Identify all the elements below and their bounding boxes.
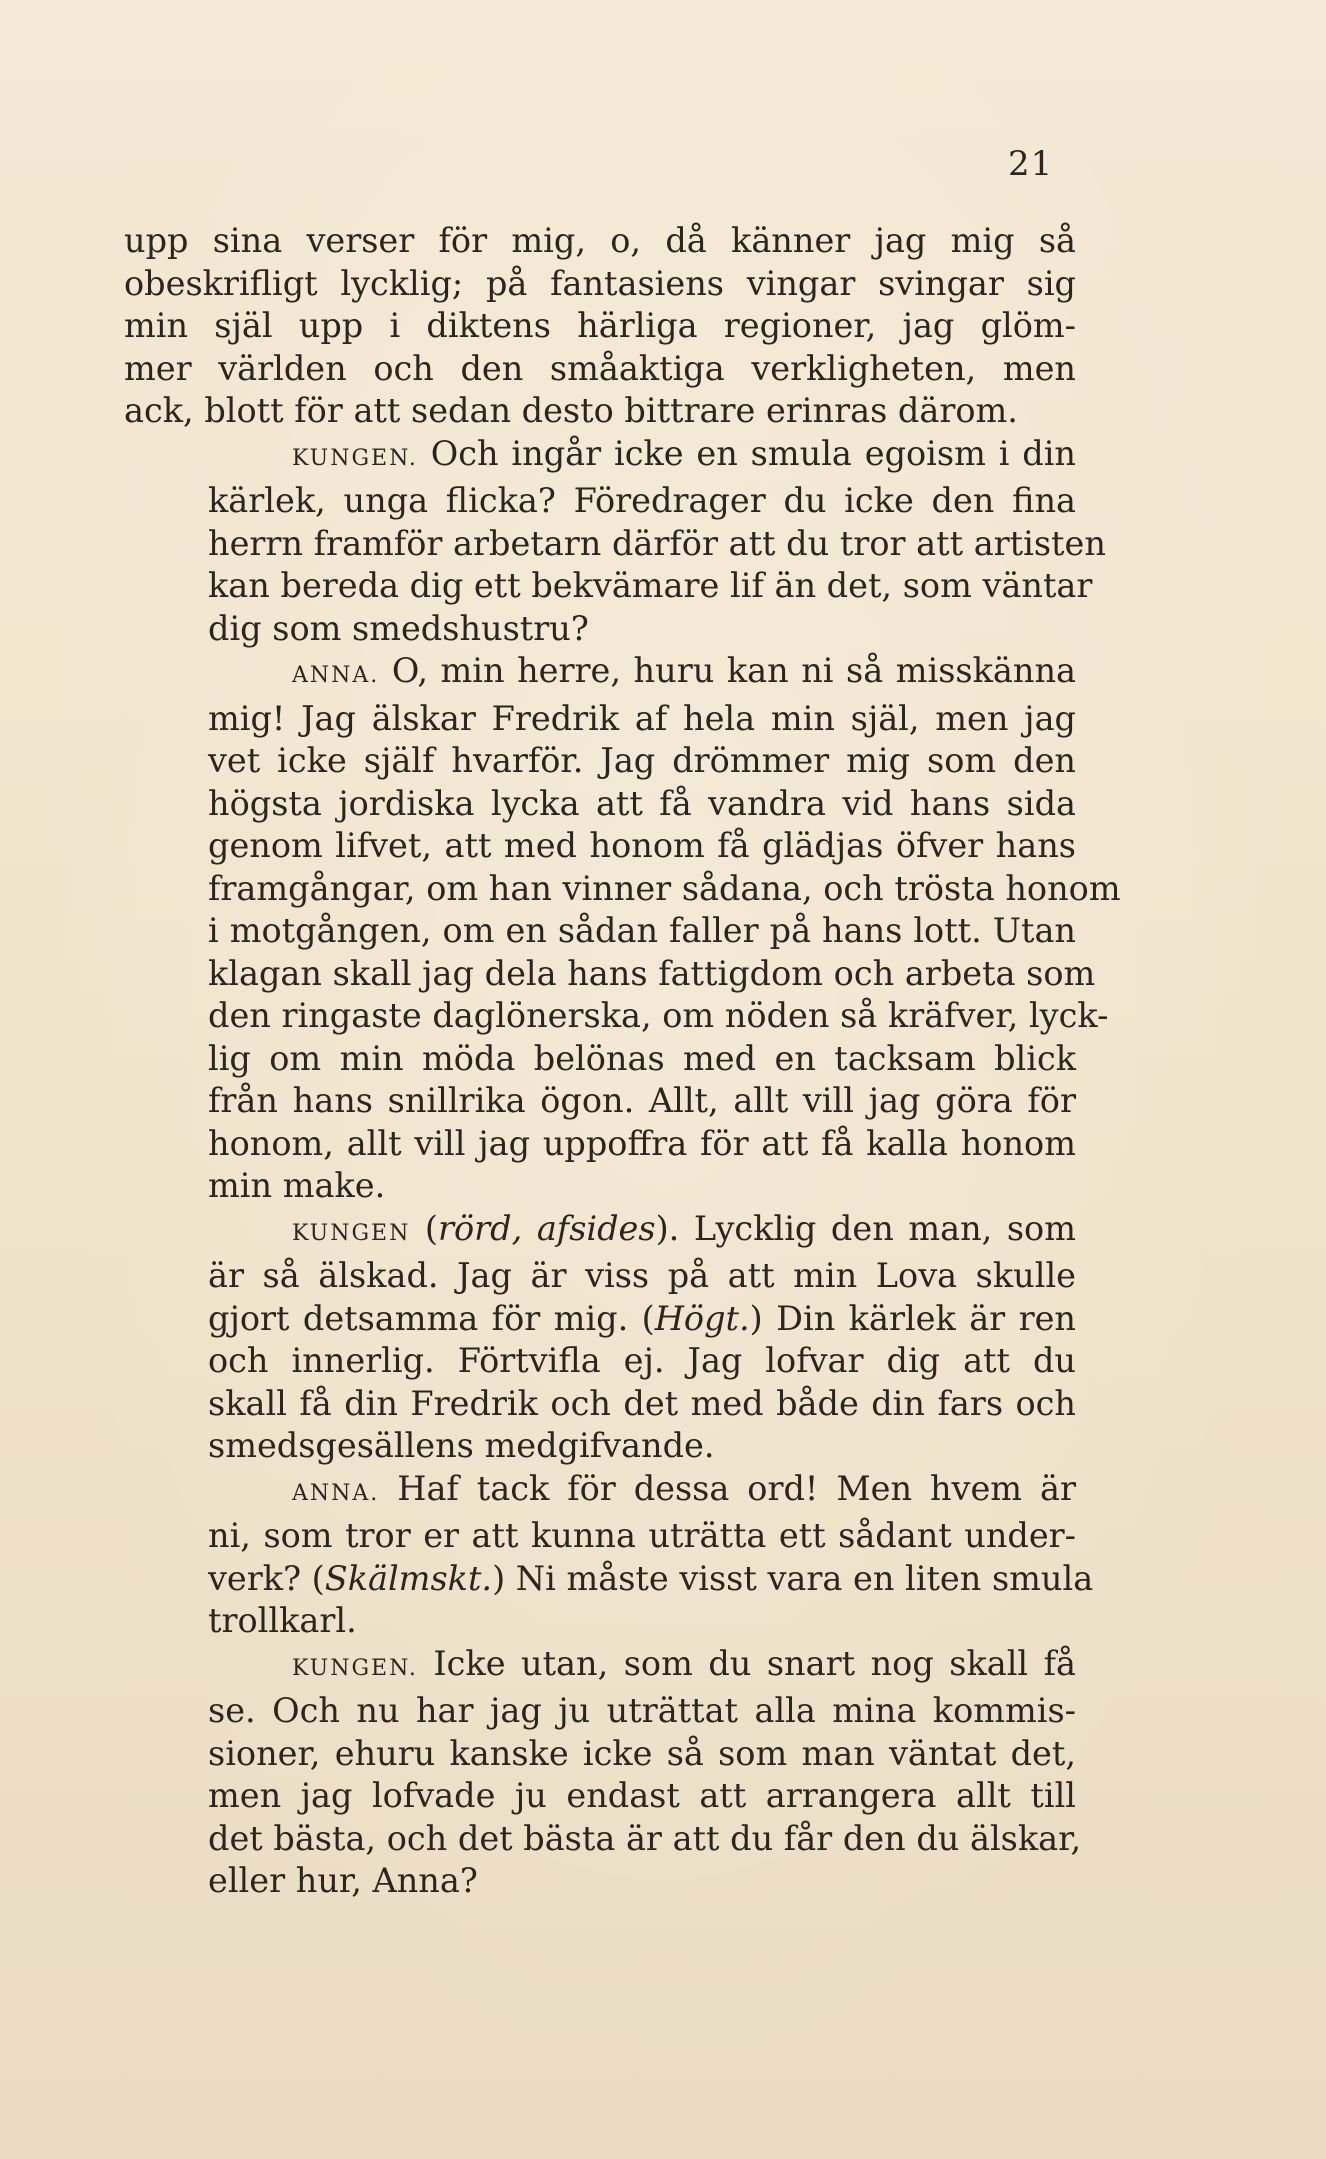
text-segment: den ringaste daglönerska, om nöden så kräfver, lyck- xyxy=(208,996,1109,1035)
text-segment: trollkarl. xyxy=(208,1601,357,1640)
text-line xyxy=(124,1468,1076,1516)
text-line xyxy=(124,910,1076,953)
text-segment: högsta jordiska lycka att få vandra vid hans sida xyxy=(208,783,1076,823)
text-line xyxy=(124,305,1076,348)
paragraph xyxy=(124,220,1076,433)
text-line xyxy=(124,698,1076,741)
body-text xyxy=(124,220,1121,1903)
text-line xyxy=(124,1340,1076,1383)
text-line xyxy=(124,1643,1076,1691)
text-line xyxy=(124,1600,1076,1643)
text-segment: ack, blott för att sedan desto bittrare erinras därom. xyxy=(124,391,1018,430)
text-segment: kan bereda dig ett bekvämare lif än det, som väntar xyxy=(208,566,1093,605)
text-segment: i motgången, om en sådan faller på hans lott. Utan xyxy=(208,911,1076,950)
text-segment: ) Din kärlek är ren xyxy=(749,1298,1076,1338)
speaker-name: KUNGEN xyxy=(292,1220,411,1246)
text-segment: men jag lofvade ju endast att arrangera allt till xyxy=(208,1776,1076,1815)
text-line xyxy=(124,1690,1076,1733)
text-segment: se. Och nu har jag ju uträttat alla mina kommis- xyxy=(208,1691,1076,1730)
paragraph xyxy=(124,1643,1082,1903)
text-line xyxy=(124,608,1076,651)
text-segment: mig! Jag älskar Fredrik af hela min själ, men jag xyxy=(208,698,1076,738)
text-segment: kärlek, unga flicka? Föredrager du icke den fina xyxy=(208,481,1076,520)
stage-direction: Skälmskt. xyxy=(324,1558,493,1598)
text-segment: genom lifvet, att med honom få glädjas öfver hans xyxy=(208,826,1076,865)
text-line xyxy=(124,783,1076,826)
text-line xyxy=(124,953,1096,996)
text-line xyxy=(124,995,1109,1038)
text-segment: O, min herre, huru kan ni så misskänna xyxy=(379,651,1076,690)
text-segment: eller hur, Anna? xyxy=(208,1861,478,1900)
text-segment: sioner, ehuru kanske icke så som man väntat det, xyxy=(208,1733,1076,1773)
text-line xyxy=(124,1860,1076,1903)
text-line xyxy=(124,1123,1076,1166)
text-segment: gjort detsamma för mig. ( xyxy=(208,1298,655,1338)
text-line xyxy=(124,1558,1094,1601)
stage-direction: rörd, afsides xyxy=(437,1208,656,1248)
speaker-name: KUNGEN. xyxy=(292,1655,418,1681)
text-segment: dig som smedshustru? xyxy=(208,608,589,648)
text-segment: min själ upp i diktens härliga regioner, jag glöm- xyxy=(124,306,1076,345)
text-segment: vet icke själf hvarför. Jag drömmer mig som den xyxy=(208,741,1076,780)
speaker-name: ANNA. xyxy=(292,1480,380,1506)
text-segment: är så älskad. Jag är viss på att min Lova skulle xyxy=(208,1256,1076,1295)
text-line xyxy=(124,1775,1076,1818)
text-segment: obeskrifligt lycklig; på fantasiens vingar svingar sig xyxy=(124,263,1076,303)
text-segment: Haf tack för dessa ord! Men hvem är xyxy=(379,1468,1076,1508)
text-segment: ). Lycklig den man, som xyxy=(655,1208,1076,1248)
text-line xyxy=(124,1165,1076,1208)
text-line xyxy=(124,1038,1076,1081)
text-segment: mer världen och den småaktiga verkligheten, men xyxy=(124,348,1076,388)
paragraph xyxy=(124,433,1106,651)
text-segment: verk? ( xyxy=(208,1558,325,1598)
text-line xyxy=(124,825,1076,868)
text-line xyxy=(124,1383,1076,1426)
speaker-name: ANNA. xyxy=(292,663,380,688)
speaker-name: KUNGEN. xyxy=(292,445,418,471)
text-segment: från hans snillrika ögon. Allt, allt vill jag göra för xyxy=(208,1081,1076,1120)
text-segment: och innerlig. Förtvifla ej. Jag lofvar dig att du xyxy=(208,1341,1076,1380)
text-line xyxy=(124,1425,1076,1468)
text-line xyxy=(124,1733,1076,1776)
text-line xyxy=(124,433,1076,481)
text-segment: min make. xyxy=(208,1166,386,1205)
text-line xyxy=(124,390,1076,433)
text-segment: lig om min möda belönas med en tacksam blick xyxy=(208,1038,1076,1078)
text-segment: ( xyxy=(410,1208,438,1248)
stage-direction: Högt. xyxy=(654,1298,750,1338)
text-line xyxy=(124,1255,1076,1298)
text-line xyxy=(124,1818,1082,1861)
page-number: 21 xyxy=(1008,144,1054,184)
text-segment: ni, som tror er att kunna uträtta ett sådant under- xyxy=(208,1516,1076,1555)
text-segment: klagan skall jag dela hans fattigdom och arbeta som xyxy=(208,953,1096,993)
text-line xyxy=(124,1298,1076,1341)
text-line xyxy=(124,740,1076,783)
text-line xyxy=(124,1208,1076,1256)
text-line xyxy=(124,220,1076,263)
text-segment: skall få din Fredrik och det med både din fars och xyxy=(208,1383,1076,1423)
text-segment: framgångar, om han vinner sådana, och trösta honom xyxy=(208,868,1121,908)
text-segment: honom, allt vill jag uppoffra för att få kalla honom xyxy=(208,1123,1076,1163)
paragraph xyxy=(124,1468,1094,1643)
text-line xyxy=(124,565,1093,608)
text-segment: Icke utan, som du snart nog skall få xyxy=(417,1643,1076,1683)
paragraph xyxy=(124,650,1121,1208)
text-segment: herrn framför arbetarn därför att du tror att artisten xyxy=(208,523,1106,563)
text-segment: ) Ni måste visst vara en liten smula xyxy=(492,1558,1094,1598)
text-segment: smedsgesällens medgifvande. xyxy=(208,1426,715,1465)
paragraph xyxy=(124,1208,1076,1468)
text-line xyxy=(124,480,1076,523)
text-line xyxy=(124,868,1121,911)
text-line xyxy=(124,1080,1076,1123)
text-segment: upp sina verser för mig, o, då känner jag mig så xyxy=(124,221,1076,260)
text-line xyxy=(124,263,1076,306)
text-segment: Och ingår icke en smula egoism i din xyxy=(417,433,1076,473)
text-line xyxy=(124,650,1076,698)
text-line xyxy=(124,523,1106,566)
text-segment: det bästa, och det bästa är att du får den du älskar, xyxy=(208,1818,1082,1858)
text-line xyxy=(124,1515,1076,1558)
text-line xyxy=(124,348,1076,391)
